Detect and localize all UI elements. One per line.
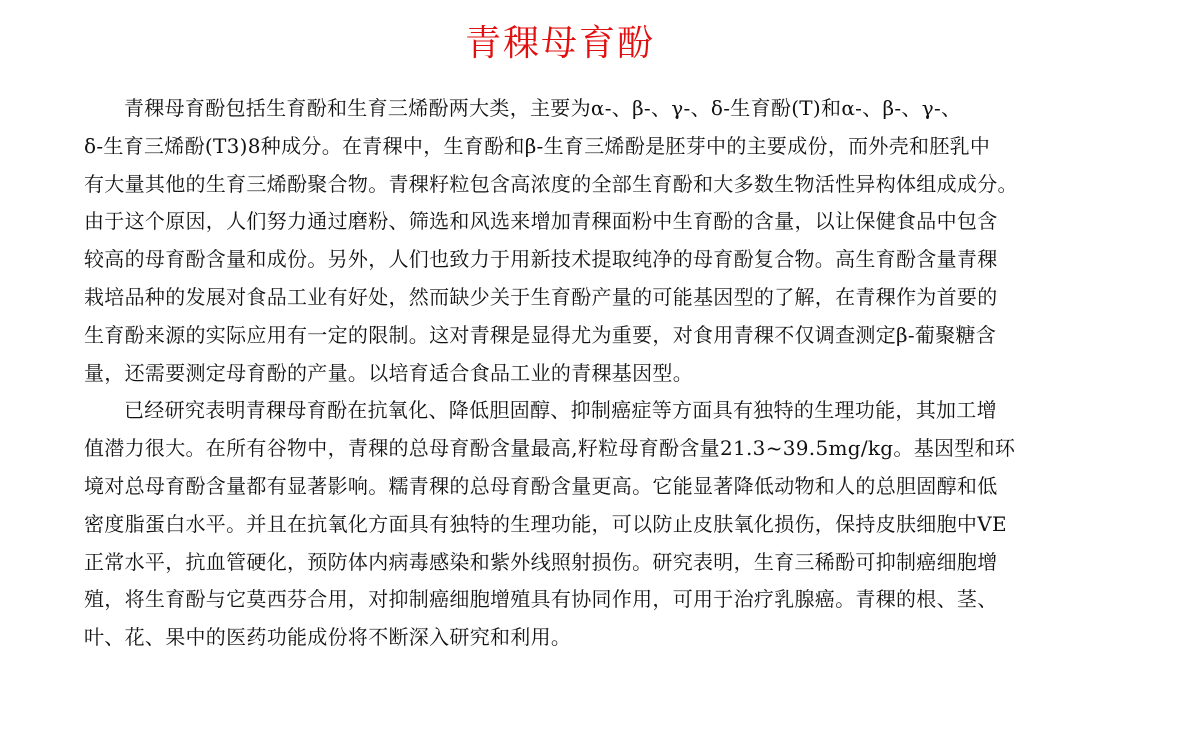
text-line: 栽培品种的发展对食品工业有好处，然而缺少关于生育酚产量的可能基因型的了解，在青稞作为首要的 — [84, 284, 998, 309]
text-line: 值潜力很大。在所有谷物中，青稞的总母育酚含量最高,籽粒母育酚含量21.3~39.5mg/kg。基因型和环 — [84, 436, 1016, 461]
document-body — [84, 90, 1164, 657]
text-line: 叶、花、果中的医药功能成份将不断深入研究和利用。 — [84, 625, 572, 650]
text-line: 量，还需要测定母育酚的产量。以培育适合食品工业的青稞基因型。 — [84, 360, 693, 385]
text-line: 正常水平，抗血管硬化，预防体内病毒感染和紫外线照射损伤。研究表明，生育三稀酚可抑制癌细胞增 — [84, 549, 998, 574]
text-line: δ-生育三烯酚(T3)8种成分。在青稞中，生育酚和β-生育三烯酚是胚芽中的主要成份，而外壳和胚乳中 — [84, 133, 991, 158]
text-line: 青稞母育酚包括生育酚和生育三烯酚两大类，主要为α-、β-、γ-、δ-生育酚(T)和α-、β-、γ-、 — [124, 96, 962, 120]
text-line: 较高的母育酚含量和成份。另外，人们也致力于用新技术提取纯净的母育酚复合物。高生育酚含量青稞 — [84, 247, 998, 272]
text-line: 生育酚来源的实际应用有一定的限制。这对青稞是显得尤为重要，对食用青稞不仅调查测定β-葡聚糖含 — [84, 322, 997, 347]
text-line: 境对总母育酚含量都有显著影响。糯青稞的总母育酚含量更高。它能显著降低动物和人的总胆固醇和低 — [84, 473, 998, 498]
paragraph-1 — [84, 90, 1164, 392]
paragraph-2 — [84, 392, 1164, 657]
text-line: 殖，将生育酚与它莫西芬合用，对抑制癌细胞增殖具有协同作用，可用于治疗乳腺癌。青稞的根、茎、 — [84, 587, 998, 612]
document-title: 青稞母育酚 — [464, 23, 655, 64]
text-line: 有大量其他的生育三烯酚聚合物。青稞籽粒包含高浓度的全部生育酚和大多数生物活性异构体组成成分。 — [84, 171, 1018, 196]
text-line: 由于这个原因，人们努力通过磨粉、筛选和风选来增加青稞面粉中生育酚的含量，以让保健食品中包含 — [84, 209, 998, 234]
text-line: 密度脂蛋白水平。并且在抗氧化方面具有独特的生理功能，可以防止皮肤氧化损伤，保持皮肤细胞中VE — [84, 511, 1007, 536]
text-line: 已经研究表明青稞母育酚在抗氧化、降低胆固醇、抑制癌症等方面具有独特的生理功能，其加工增 — [124, 398, 997, 423]
